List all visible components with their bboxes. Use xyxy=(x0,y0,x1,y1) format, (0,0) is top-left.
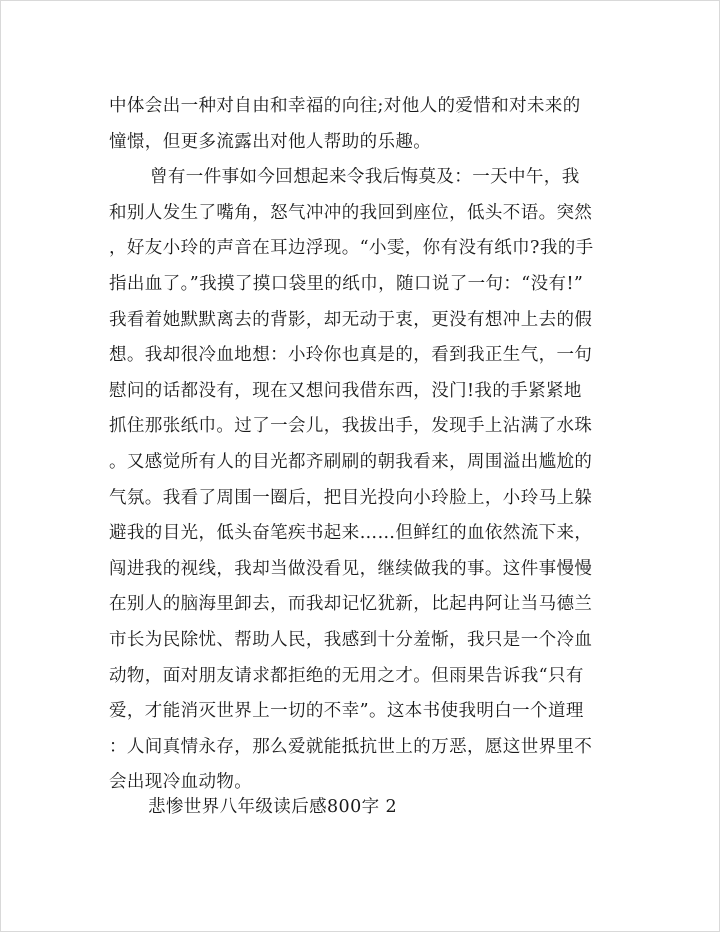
text-line: 会出现冷血动物。 xyxy=(109,772,253,793)
text-line: 市长为民除忧、帮助人民，我感到十分羞惭，我只是一个冷血 xyxy=(109,629,593,650)
text-line: 憧憬，但更多流露出对他人帮助的乐趣。 xyxy=(109,131,432,152)
text-line: 闯进我的视线，我却当做没看见，继续做我的事。这件事慢慢 xyxy=(109,558,593,579)
text-line: ，好友小玲的声音在耳边浮现。“小雯，你有没有纸巾?我的手 xyxy=(109,238,594,259)
body-text xyxy=(109,89,629,801)
text-line: 。又感觉所有人的目光都齐刷刷的朝我看来，周围溢出尴尬的 xyxy=(109,451,593,472)
section-heading: 悲惨世界八年级读后感800字 2 xyxy=(148,797,397,817)
text-line: 气氛。我看了周围一圈后，把目光投向小玲脸上，小玲马上躲 xyxy=(109,487,593,508)
text-line: 我看着她默默离去的背影，却无动于衷，更没有想冲上去的假 xyxy=(109,309,593,330)
text-line: 和别人发生了嘴角，怒气冲冲的我回到座位，低头不语。突然 xyxy=(109,202,593,223)
text-line: 慰问的话都没有，现在又想问我借东西，没门!我的手紧紧地 xyxy=(109,380,582,401)
text-line: 爱，才能消灭世界上一切的不幸”。这本书使我明白一个道理 xyxy=(109,701,584,722)
text-line: ：人间真情永存，那么爱就能抵抗世上的万恶，愿这世界里不 xyxy=(109,736,593,757)
text-line: 在别人的脑海里卸去，而我却记忆犹新，比起冉阿让当马德兰 xyxy=(109,594,593,615)
paragraph-start-line: 曾有一件事如今回想起来令我后悔莫及：一天中午，我 xyxy=(150,167,580,188)
text-line: 指出血了。”我摸了摸口袋里的纸巾，随口说了一句：“没有!” xyxy=(109,273,584,294)
text-line: 中体会出一种对自由和幸福的向往;对他人的爱惜和对未来的 xyxy=(109,96,581,116)
text-line: 避我的目光，低头奋笔疾书起来……但鲜红的血依然流下来， xyxy=(109,523,593,544)
text-line: 动物，面对朋友请求都拒绝的无用之才。但雨果告诉我“只有 xyxy=(109,665,584,686)
text-line: 抓住那张纸巾。过了一会儿，我拔出手，发现手上沾满了水珠 xyxy=(109,416,593,437)
text-line: 想。我却很冷血地想：小玲你也真是的，看到我正生气，一句 xyxy=(109,345,593,366)
